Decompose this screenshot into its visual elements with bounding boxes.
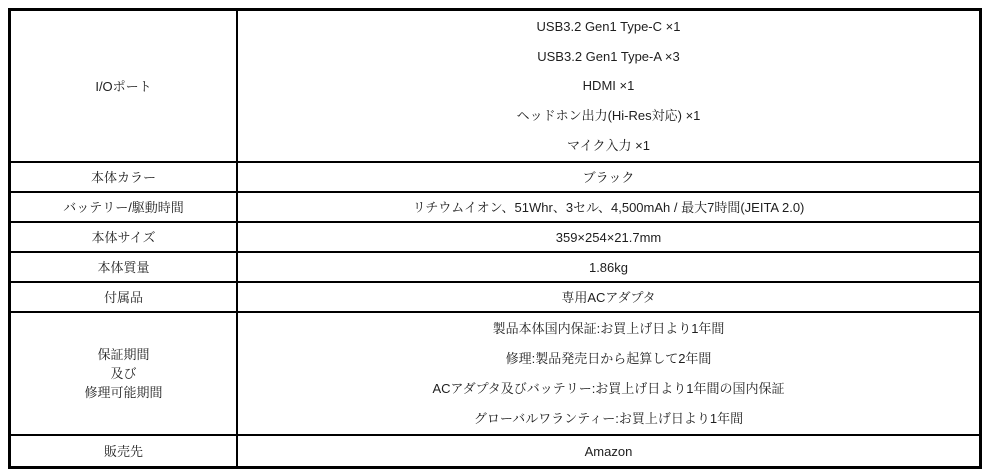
row-label-text: 付属品	[103, 289, 143, 305]
row-label-text: 修理可能期間	[84, 385, 163, 400]
value-line: 修理:製品発売日から起算して2年間	[505, 351, 712, 367]
row-value-seller	[238, 436, 979, 466]
table-row-body-color	[11, 161, 979, 191]
row-label-text: 販売先	[103, 443, 143, 459]
row-label-body-size	[11, 223, 238, 251]
value-line: USB3.2 Gen1 Type-C ×1	[536, 19, 681, 35]
row-value-accessories	[238, 283, 979, 311]
value-line: 製品本体国内保証:お買上げ日より1年間	[492, 321, 725, 337]
row-label-text: I/Oポート	[95, 78, 152, 94]
row-label-text: 本体カラー	[90, 169, 156, 185]
spec-table	[8, 8, 982, 469]
row-label-text: バッテリー/駆動時間	[63, 199, 184, 215]
row-value-body-color	[238, 163, 979, 191]
row-label-battery	[11, 193, 238, 221]
row-label-body-color	[11, 163, 238, 191]
table-row-body-weight	[11, 251, 979, 281]
value-line: 1.86kg	[588, 259, 629, 275]
row-value-io-ports	[238, 11, 979, 161]
value-line: グローバルワランティー:お買上げ日より1年間	[473, 410, 744, 426]
row-label-accessories	[11, 283, 238, 311]
value-line: HDMI ×1	[582, 78, 635, 94]
table-row-accessories	[11, 281, 979, 311]
table-row-io-ports	[11, 11, 979, 161]
row-value-body-weight	[238, 253, 979, 281]
table-row-body-size	[11, 221, 979, 251]
value-line: 専用ACアダプタ	[561, 289, 656, 305]
value-line: ヘッドホン出力(Hi-Res対応) ×1	[516, 108, 701, 124]
table-row-warranty	[11, 311, 979, 434]
value-line: マイク入力 ×1	[567, 137, 650, 153]
value-line: ACアダプタ及びバッテリー:お買上げ日より1年間の国内保証	[432, 380, 785, 396]
row-value-body-size	[238, 223, 979, 251]
table-row-battery	[11, 191, 979, 221]
row-label-text: 及び	[110, 366, 137, 381]
row-label-seller	[11, 436, 238, 466]
value-line: 359×254×21.7mm	[555, 229, 662, 245]
value-line: USB3.2 Gen1 Type-A ×3	[537, 48, 680, 64]
table-row-seller	[11, 434, 979, 466]
row-label-text: 保証期間	[97, 347, 150, 362]
value-line: リチウムイオン、51Whr、3セル、4,500mAh / 最大7時間(JEITA 2.0)	[412, 199, 805, 215]
row-label-text: 本体質量	[97, 259, 150, 275]
value-line: ブラック	[582, 169, 635, 185]
row-value-warranty	[238, 313, 979, 434]
row-label-io-ports	[11, 11, 238, 161]
row-label-body-weight	[11, 253, 238, 281]
row-label-warranty	[11, 313, 238, 434]
value-line: Amazon	[584, 443, 633, 459]
row-value-battery	[238, 193, 979, 221]
row-label-text: 本体サイズ	[91, 229, 156, 245]
